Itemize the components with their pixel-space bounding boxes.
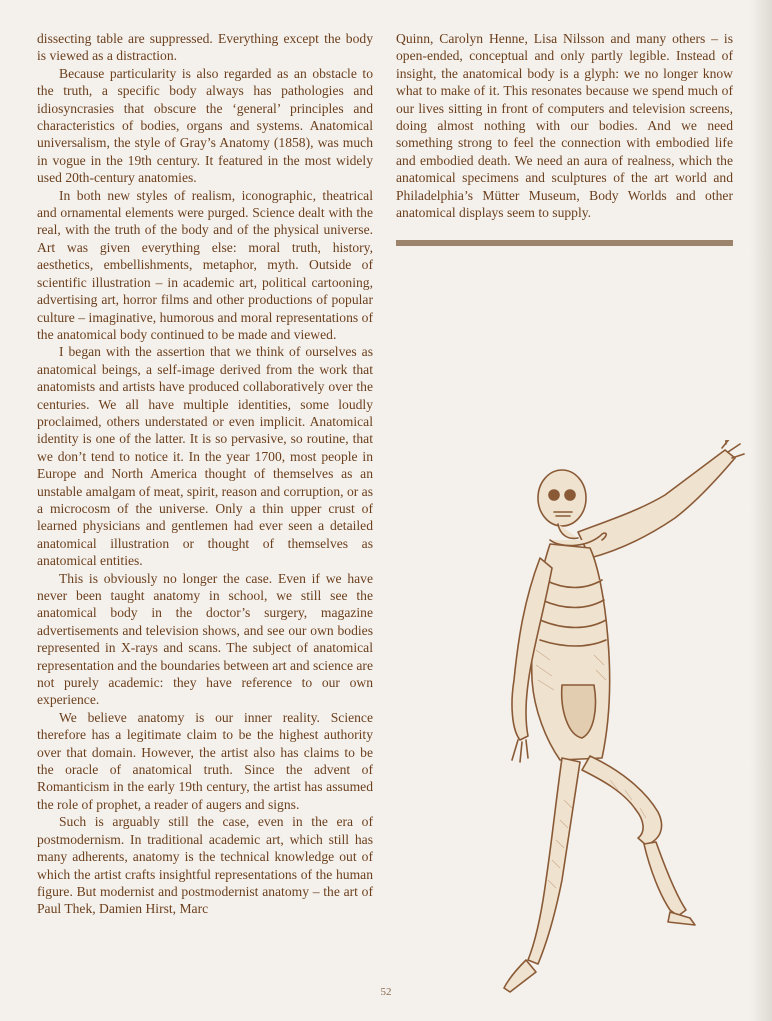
page-edge-shadow bbox=[750, 0, 772, 1021]
anatomical-figure-illustration bbox=[490, 440, 750, 1000]
paragraph: This is obviously no longer the case. Even if we have never been taught anatomy in school, we still see the anatomical body in the doctor’s surgery, magazine advertisements and television shows, and see our own bodies represented in X-rays and scans. The subject of anatomical representation and the boundaries between art and science are not purely academic: they have reference to our own experience. bbox=[37, 570, 373, 708]
paragraph: Quinn, Carolyn Henne, Lisa Nilsson and many others – is open-ended, conceptual and only partly legible. Instead of insight, the anatomical body is a glyph: we no longer know what to make of it. This resonates because we spend much of our lives sitting in front of computers and television screens, doing almost nothing with our bodies. And we need something strong to feel the connection with embodied life and embodied death. We need an aura of realness, which the anatomical specimens and sculptures of the art world and Philadelphia’s Mütter Museum, Body Worlds and other anatomical displays seem to supply. bbox=[396, 31, 733, 221]
left-text-column bbox=[37, 30, 373, 918]
paragraph: Such is arguably still the case, even in the era of postmodernism. In traditional academic art, which still has many adherents, anatomy is the technical knowledge out of which the artist crafts insightful representations of the human figure. But modernist and postmodernist anatomy – the art of Paul Thek, Damien Hirst, Marc bbox=[37, 814, 373, 917]
page-number: 52 bbox=[380, 986, 392, 998]
section-rule bbox=[396, 240, 733, 246]
paragraph: In both new styles of realism, iconographic, theatrical and ornamental elements were purged. Science dealt with the real, with the truth of the body and of the physical universe. Art was given everything else: moral truth, history, aesthetics, embellishments, metaphor, myth. Outside of scientific illustration – in academic art, political cartooning, advertising art, horror films and other productions of popular culture – imaginative, humorous and moral representations of the anatomical body continued to be made and viewed. bbox=[37, 187, 373, 342]
paragraph: We believe anatomy is our inner reality. Science therefore has a legitimate claim to be the highest authority over that domain. However, the artist also has claims to be the oracle of anatomical truth. Since the advent of Romanticism in the early 19th century, the artist has assumed the role of prophet, a reader of augers and signs. bbox=[37, 709, 373, 812]
right-text-column bbox=[396, 30, 733, 221]
paragraph: dissecting table are suppressed. Everything except the body is viewed as a distraction. bbox=[37, 31, 373, 64]
skeleton-figure-icon bbox=[490, 440, 750, 1000]
paragraph: Because particularity is also regarded as an obstacle to the truth, a specific body always has pathologies and idiosyncrasies that obscure the ‘general’ principles and characteristics of bodies, organs and systems. Anatomical universalism, the style of Gray’s Anatomy (1858), was much in vogue in the 19th century. It featured in the most widely used 20th-century anatomies. bbox=[37, 65, 373, 186]
paragraph: I began with the assertion that we think of ourselves as anatomical beings, a self-image derived from the work that anatomists and artists have produced collaboratively over the centuries. We all have multiple identities, some loudly proclaimed, others understated or even implicit. Anatomical identity is one of the latter. It is so pervasive, so routine, that we don’t tend to notice it. In the year 1700, most people in Europe and North America thought of themselves as an unstable amalgam of meat, spirit, reason and corruption, or as a microcosm of the universe. Only a thin upper crust of learned physicians and gentlemen had ever seen a detailed anatomical illustration or thought of themselves as anatomical entities. bbox=[37, 344, 373, 569]
